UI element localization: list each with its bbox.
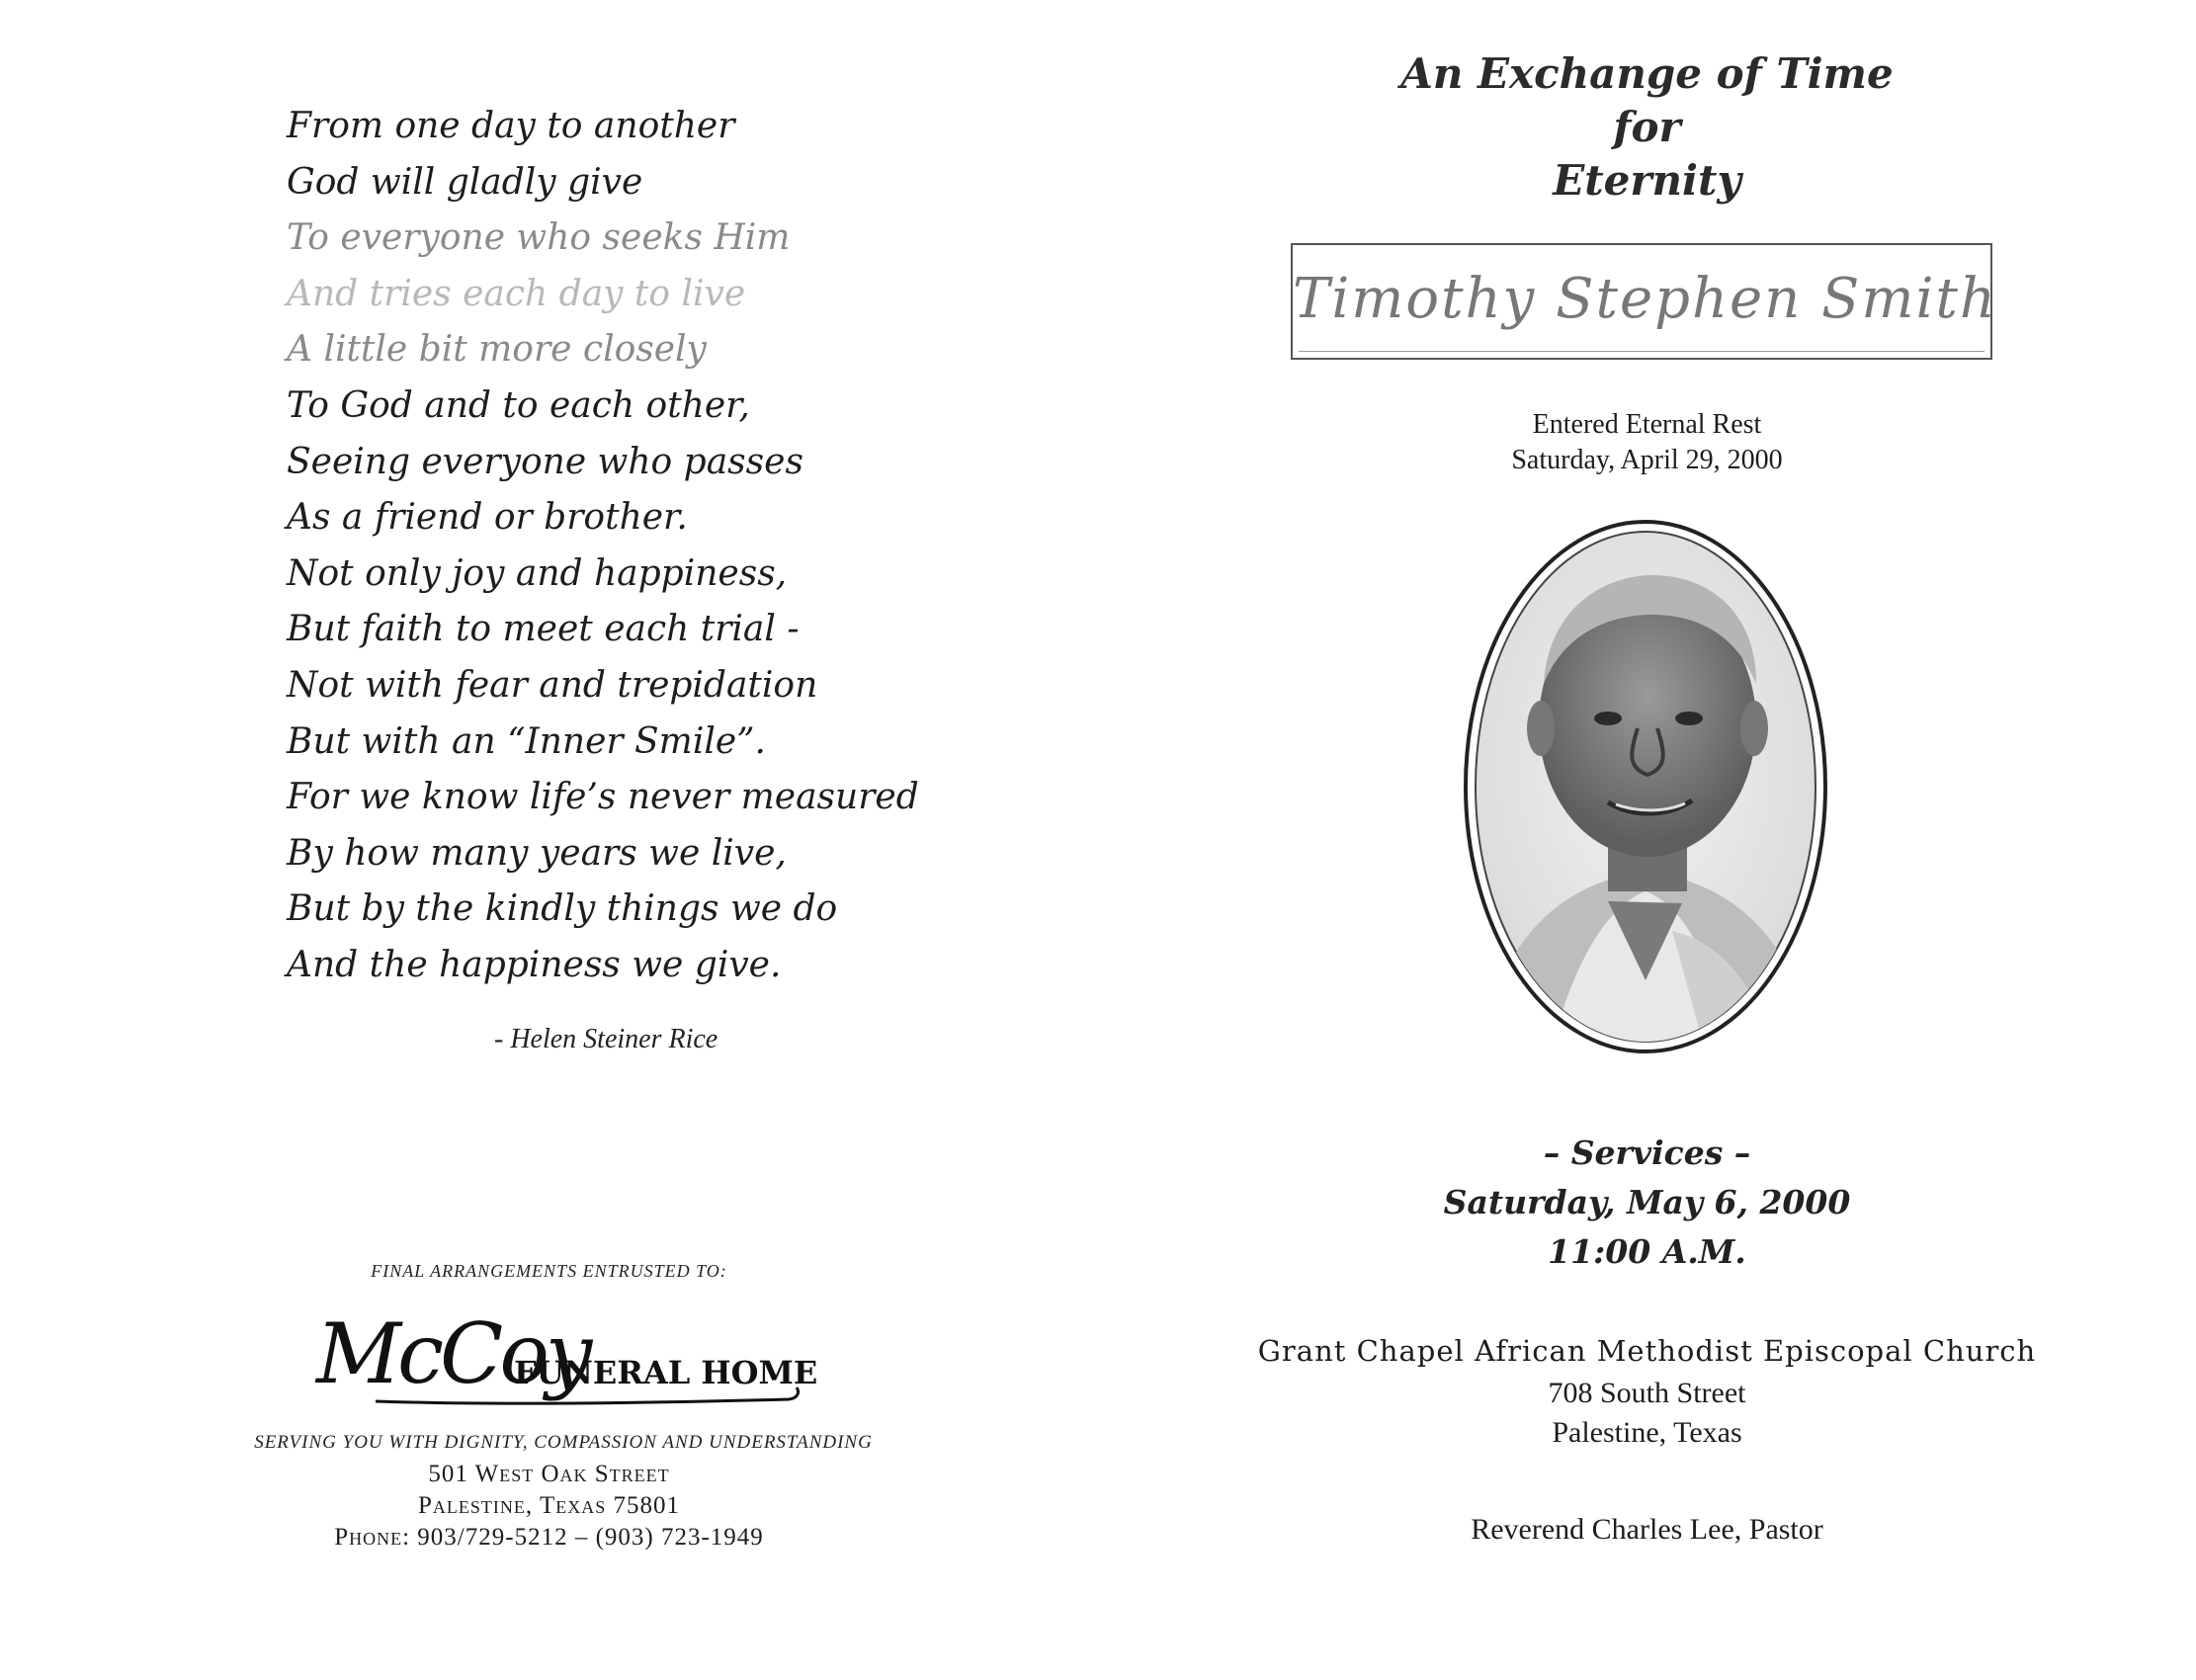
poem-author: - Helen Steiner Rice	[494, 1024, 718, 1054]
poem-line: Not only joy and happiness,	[287, 552, 788, 594]
poem	[287, 99, 978, 994]
funeral-home-logo	[316, 1304, 818, 1413]
poem-line: And the happiness we give.	[287, 944, 782, 985]
name-frame	[1291, 243, 1997, 360]
poem-line: For we know life’s never measured	[287, 777, 919, 818]
services-date: Saturday, May 6, 2000	[1443, 1183, 1851, 1221]
funeral-home-street: 501 West Oak Street	[428, 1461, 670, 1487]
church-street: 708 South Street	[1548, 1377, 1746, 1409]
church-name: Grant Chapel African Methodist Episcopal Church	[1257, 1334, 2037, 1368]
services-label: – Services –	[1543, 1134, 1751, 1172]
poem-line: To God and to each other,	[287, 384, 750, 426]
poem-line: But with an “Inner Smile”.	[287, 720, 766, 762]
poem-line: To everyone who seeks Him	[287, 217, 791, 259]
church-city: Palestine, Texas	[1552, 1416, 1742, 1449]
right-panel	[1098, 0, 2196, 1680]
deceased-name: Timothy Stephen Smith	[1293, 267, 1997, 331]
pastor: Reverend Charles Lee, Pastor	[1471, 1513, 1823, 1546]
poem-line: But by the kindly things we do	[287, 888, 838, 930]
cover-title-line-3: Eternity	[1553, 156, 1741, 205]
poem-line: A little bit more closely	[287, 329, 707, 371]
funeral-home-city: Palestine, Texas 75801	[418, 1492, 680, 1519]
rest-date: Saturday, April 29, 2000	[1511, 445, 1783, 475]
rest-label: Entered Eternal Rest	[1532, 409, 1762, 440]
arrangements-label: FINAL ARRANGEMENTS ENTRUSTED TO:	[371, 1261, 727, 1281]
poem-line: From one day to another	[287, 106, 735, 146]
portrait-photo	[1460, 516, 1831, 1057]
poem-line: By how many years we live,	[287, 832, 787, 874]
poem-line: Not with fear and trepidation	[287, 664, 818, 706]
poem-line: As a friend or brother.	[287, 497, 688, 539]
cover-title-line-1: An Exchange of Time	[1400, 49, 1894, 98]
logo-text: FUNERAL HOME	[514, 1354, 818, 1391]
poem-line: Seeing everyone who passes	[287, 441, 803, 482]
services-time: 11:00 A.M.	[1548, 1232, 1746, 1271]
poem-line: God will gladly give	[287, 161, 643, 203]
poem-line: But faith to meet each trial -	[287, 609, 800, 650]
poem-line: And tries each day to live	[287, 273, 746, 314]
cover-title-line-2: for	[1613, 103, 1681, 151]
funeral-home-tagline: SERVING YOU WITH DIGNITY, COMPASSION AND UNDERSTANDING	[254, 1432, 873, 1453]
logo-script: McCoy	[316, 1305, 589, 1402]
funeral-home-phone: Phone: 903/729-5212 – (903) 723-1949	[334, 1524, 764, 1551]
